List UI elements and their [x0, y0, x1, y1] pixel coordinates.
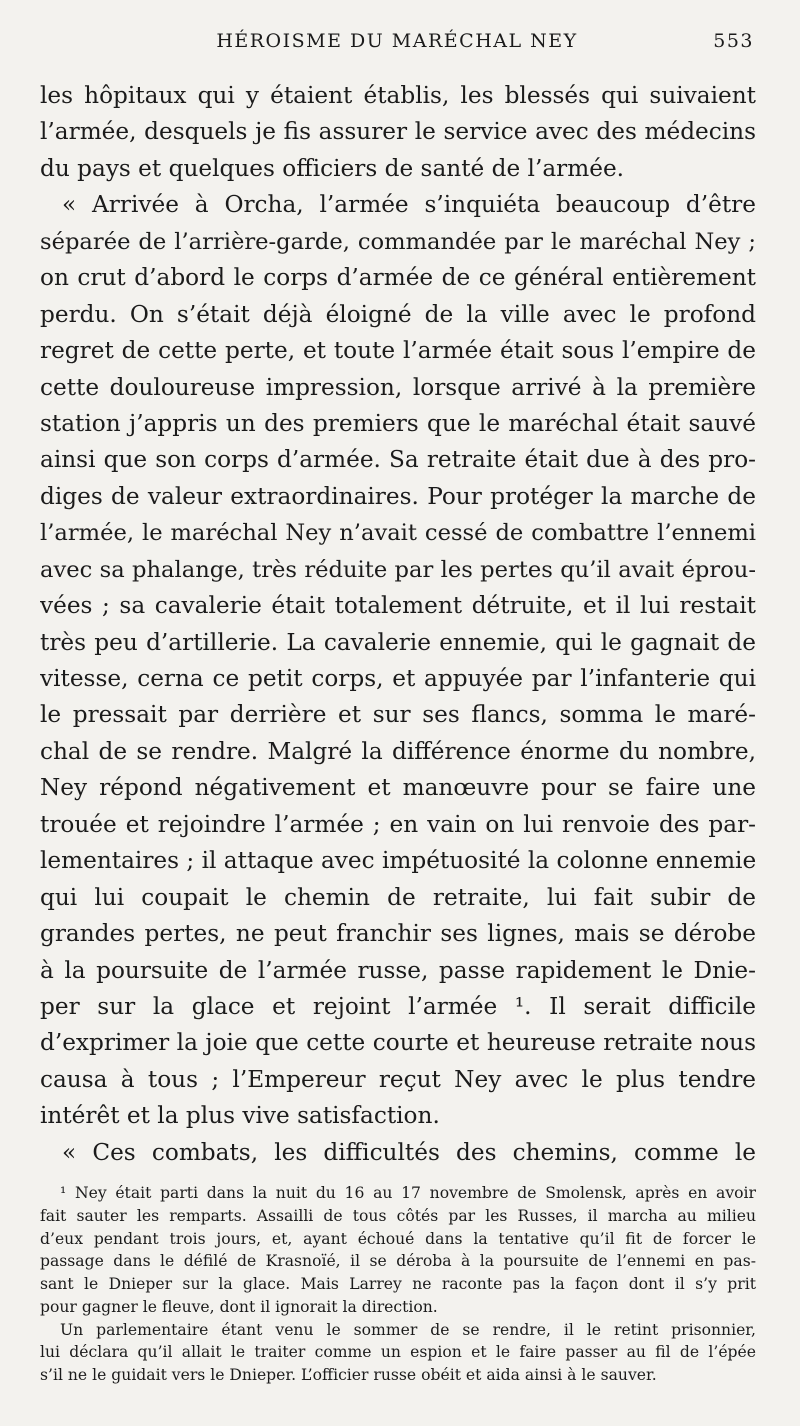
body-line: séparée de l’arrière-garde, commandée par le maréchal Ney ;	[40, 228, 756, 255]
footnote-line: passage dans le défilé de Krasnoïé, il se déroba à la poursuite de l’ennemi en pas-	[40, 1252, 756, 1271]
body-line: causa à tous ; l’Empereur reçut Ney avec le plus tendre	[40, 1065, 756, 1093]
body-line: on crut d’abord le corps d’armée de ce général entièrement	[40, 264, 756, 292]
running-head	[40, 30, 754, 60]
body-line: trouée et rejoindre l’armée ; en vain on lui renvoie des par-	[40, 810, 756, 838]
body-line: « Arrivée à Orcha, l’armée s’inquiéta beaucoup d’être	[62, 191, 756, 219]
body-line: chal de se rendre. Malgré la différence énorme du nombre,	[40, 737, 756, 765]
body-line: qui lui coupait le chemin de retraite, lui fait subir de	[40, 883, 756, 911]
footnote-line: lui déclara qu’il allait le traiter comme un espion et le faire passer au fil de l’épée	[40, 1343, 756, 1362]
body-line: per sur la glace et rejoint l’armée ¹. Il serait difficile	[40, 992, 756, 1020]
body-line: intérêt et la plus vive satisfaction.	[40, 1102, 440, 1130]
body-text	[40, 78, 756, 1171]
body-line: diges de valeur extraordinaires. Pour protéger la marche de	[40, 482, 756, 510]
body-line: très peu d’artillerie. La cavalerie ennemie, qui le gagnait de	[40, 628, 756, 656]
body-line: le pressait par derrière et sur ses flancs, somma le maré-	[40, 701, 756, 729]
page-number: 553	[713, 30, 754, 52]
footnotes	[40, 1182, 756, 1387]
body-line: cette douloureuse impression, lorsque arrivé à la première	[40, 373, 756, 401]
body-line: « Ces combats, les difficultés des chemins, comme le	[62, 1138, 756, 1166]
body-line: Ney répond négativement et manœuvre pour se faire une	[40, 774, 756, 802]
footnote-line: fait sauter les remparts. Assailli de tous côtés par les Russes, il marcha au milieu	[40, 1206, 756, 1225]
footnote-line: Un parlementaire étant venu le sommer de se rendre, il le retint prisonnier,	[60, 1320, 756, 1339]
footnote-line: pour gagner le fleuve, dont il ignorait la direction.	[40, 1297, 438, 1316]
body-line: les hôpitaux qui y étaient établis, les blessés qui suivaient	[40, 82, 756, 109]
body-line: l’armée, le maréchal Ney n’avait cessé de combattre l’ennemi	[40, 520, 756, 547]
body-line: ainsi que son corps d’armée. Sa retraite était due à des pro-	[40, 446, 756, 474]
body-line: grandes pertes, ne peut franchir ses lignes, mais se dérobe	[40, 920, 756, 948]
body-line: regret de cette perte, et toute l’armée était sous l’empire de	[40, 337, 756, 365]
body-line: du pays et quelques officiers de santé de l’armée.	[40, 154, 625, 182]
body-line: à la poursuite de l’armée russe, passe rapidement le Dnie-	[40, 956, 756, 984]
body-line: l’armée, desquels je fis assurer le service avec des médecins	[40, 118, 756, 146]
running-title: HÉROISME DU MARÉCHAL NEY	[216, 30, 578, 52]
body-line: vées ; sa cavalerie était totalement détruite, et il lui restait	[40, 592, 756, 620]
body-line: perdu. On s’était déjà éloigné de la ville avec le profond	[40, 300, 756, 328]
body-line: lementaires ; il attaque avec impétuosité la colonne ennemie	[40, 847, 756, 875]
body-line: station j’appris un des premiers que le maréchal était sauvé	[40, 409, 756, 437]
footnote-line: sant le Dnieper sur la glace. Mais Larrey ne raconte pas la façon dont il s’y prit	[40, 1275, 756, 1293]
body-line: avec sa phalange, très réduite par les pertes qu’il avait éprou-	[40, 556, 756, 583]
footnote-line: d’eux pendant trois jours, et, ayant échoué dans la tentative qu’il fit de forcer le	[40, 1229, 756, 1248]
body-line: vitesse, cerna ce petit corps, et appuyée par l’infanterie qui	[40, 665, 756, 692]
body-line: d’exprimer la joie que cette courte et heureuse retraite nous	[40, 1029, 756, 1057]
footnote-line: ¹ Ney était parti dans la nuit du 16 au 17 novembre de Smolensk, après en avoir	[60, 1184, 756, 1202]
footnote-line: s’il ne le guidait vers le Dnieper. L’officier russe obéit et aida ainsi à le sauver.	[40, 1366, 657, 1384]
